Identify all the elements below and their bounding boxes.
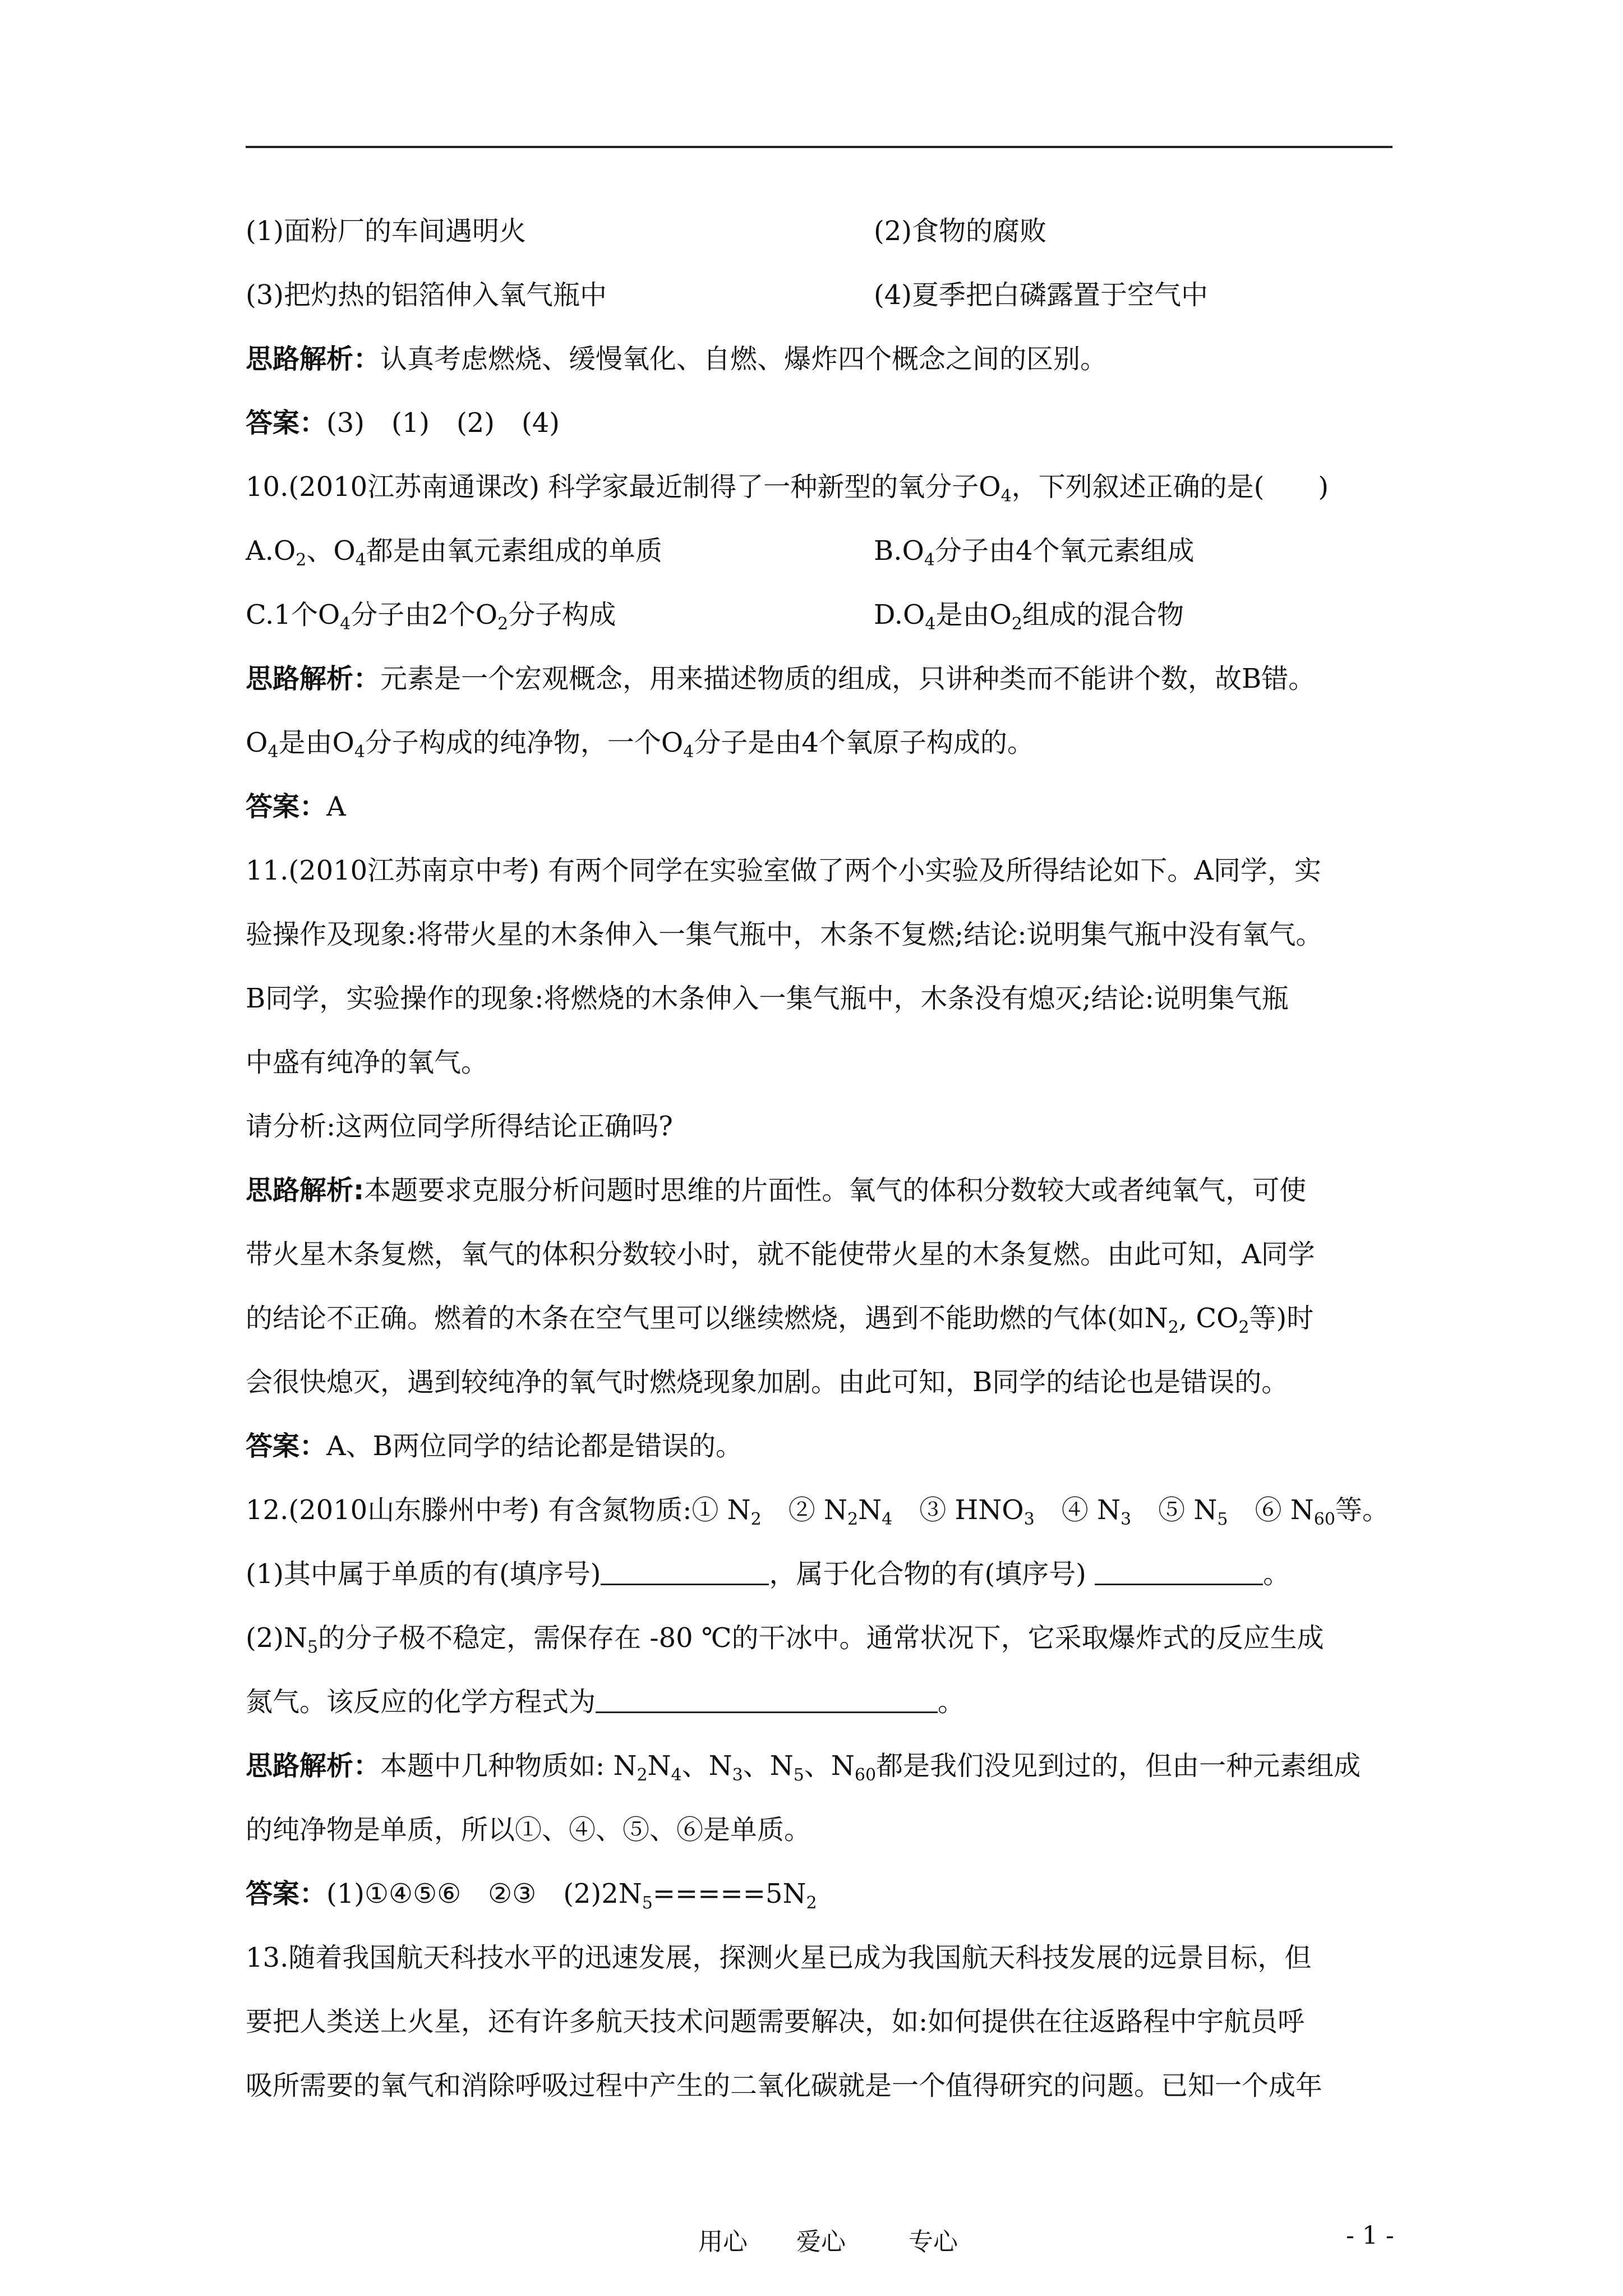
text: 都是我们没见到过的，但由一种元素组成 xyxy=(876,1750,1361,1782)
q12-stem xyxy=(246,1478,1401,1542)
text: (2)N xyxy=(246,1622,307,1654)
text: 12.(2010山东滕州中考) 有含氮物质:① N xyxy=(246,1494,751,1526)
q11-line-2: 验操作及现象:将带火星的木条伸入一集气瓶中，木条不复燃;结论:说明集气瓶中没有氧气。 xyxy=(246,919,1323,950)
q10-option-b xyxy=(874,519,1195,583)
q9-options-row-2 xyxy=(246,263,1401,327)
text: ③ HNO xyxy=(892,1494,1024,1526)
page-content xyxy=(246,199,1401,2118)
text: 分子构成 xyxy=(508,599,616,631)
analysis-label: 思路解析： xyxy=(246,343,381,375)
subscript: 3 xyxy=(1023,1510,1035,1529)
subscript: 4 xyxy=(882,1510,893,1529)
q9-analysis xyxy=(246,327,1401,391)
text: ，属于化合物的有(填序号) xyxy=(769,1558,1095,1590)
footer-word-1: 用心 xyxy=(698,2228,748,2256)
text: 是由O xyxy=(278,727,354,758)
text: 、N xyxy=(804,1750,855,1782)
q13-line-3: 吸所需要的氧气和消除呼吸过程中产生的二氧化碳就是一个值得研究的问题。已知一个成年 xyxy=(246,2070,1323,2101)
subscript: 5 xyxy=(307,1637,319,1657)
answer-label: 答案： xyxy=(246,1430,327,1462)
subscript: 2 xyxy=(296,550,307,570)
q11-answer xyxy=(246,1414,1401,1478)
subscript: 4 xyxy=(925,614,936,634)
subscript: 3 xyxy=(1121,1510,1132,1529)
q11-analysis-3 xyxy=(246,1286,1401,1350)
subscript: 4 xyxy=(355,550,366,570)
q10-stem-text: 10.(2010江苏南通课改) 科学家最近制得了一种新型的氧分子O xyxy=(246,471,1001,503)
text: N xyxy=(858,1494,882,1526)
analysis-label: 思路解析: xyxy=(246,1175,365,1206)
text: 。 xyxy=(938,1686,965,1718)
text: 的结论不正确。燃着的木条在空气里可以继续燃烧，遇到不能助燃的气体(如N xyxy=(246,1303,1168,1334)
subscript: 4 xyxy=(354,742,365,762)
q10-options-row-2 xyxy=(246,583,1401,647)
text: 本题中几种物质如: N xyxy=(380,1750,637,1782)
text: 的分子极不稳定，需保存在 -80 ℃的干冰中。通常状况下，它采取爆炸式的反应生成 xyxy=(318,1622,1324,1654)
q10-stem xyxy=(246,455,1401,519)
text: O xyxy=(246,727,268,758)
text: 等)时 xyxy=(1249,1303,1314,1334)
q11-answer-text: A、B两位同学的结论都是错误的。 xyxy=(326,1430,743,1462)
text: C.1个O xyxy=(246,599,340,631)
answer-blank[interactable] xyxy=(596,1689,938,1713)
text: 分子由4个氧元素组成 xyxy=(934,535,1195,567)
subscript: 4 xyxy=(1000,486,1012,506)
q9-answer xyxy=(246,391,1401,455)
q10-option-a xyxy=(246,535,662,570)
text: 本题要求克服分析问题时思维的片面性。氧气的体积分数较大或者纯氧气，可使 xyxy=(364,1175,1307,1206)
q10-option-d xyxy=(874,583,1184,647)
q9-option-2: (2)食物的腐败 xyxy=(874,215,1046,247)
text: (1)①④⑤⑥ ②③ (2)2N xyxy=(326,1878,642,1910)
q10-analysis-2 xyxy=(246,711,1401,775)
text: 氮气。该反应的化学方程式为 xyxy=(246,1686,596,1718)
q11-line-5: 请分析:这两位同学所得结论正确吗? xyxy=(246,1111,673,1142)
subscript: 2 xyxy=(750,1510,762,1529)
subscript: 2 xyxy=(637,1765,648,1785)
text: 、N xyxy=(681,1750,732,1782)
text: 组成的混合物 xyxy=(1022,599,1184,631)
text: 分子由2个O xyxy=(351,599,498,631)
analysis-label: 思路解析： xyxy=(246,1750,381,1782)
q13-line-1: 13.随着我国航天科技水平的迅速发展，探测火星已成为我国航天科技发展的远景目标，但 xyxy=(246,1942,1312,1973)
q11-line-1: 11.(2010江苏南京中考) 有两个同学在实验室做了两个小实验及所得结论如下。A同学，实 xyxy=(246,855,1321,886)
q11-line-4: 中盛有纯净的氧气。 xyxy=(246,1047,488,1078)
q9-options-row-1 xyxy=(246,199,1401,263)
q9-option-1: (1)面粉厂的车间遇明火 xyxy=(246,215,526,247)
q9-option-3: (3)把灼热的铝箔伸入氧气瓶中 xyxy=(246,279,607,311)
text: N xyxy=(647,1750,671,1782)
subscript: 2 xyxy=(1238,1318,1249,1337)
q13-line-2: 要把人类送上火星，还有许多航天技术问题需要解决，如:如何提供在往返路程中宇航员呼 xyxy=(246,2006,1305,2037)
answer-label: 答案： xyxy=(246,407,327,439)
q10-analysis-1 xyxy=(246,647,1401,711)
subscript: 4 xyxy=(268,742,279,762)
text: 分子构成的纯净物，一个O xyxy=(365,727,684,758)
text: 是由O xyxy=(935,599,1012,631)
subscript: 4 xyxy=(340,614,351,634)
q10-option-c xyxy=(246,599,616,634)
text: 。 xyxy=(1263,1558,1290,1590)
text: 都是由氧元素组成的单质 xyxy=(366,535,662,567)
q11-analysis-2: 带火星木条复燃，氧气的体积分数较小时，就不能使带火星的木条复燃。由此可知，A同学 xyxy=(246,1239,1315,1270)
q12-analysis-1 xyxy=(246,1734,1401,1798)
header-rule xyxy=(246,146,1393,148)
text: 等。 xyxy=(1335,1494,1389,1526)
text: =====5N xyxy=(652,1878,806,1910)
subscript: 2 xyxy=(847,1510,859,1529)
subscript: 2 xyxy=(1168,1318,1179,1337)
q12-answer xyxy=(246,1862,1401,1926)
text: A.O xyxy=(246,535,296,567)
subscript: 60 xyxy=(1313,1510,1335,1529)
subscript: 5 xyxy=(1217,1510,1228,1529)
subscript: 4 xyxy=(683,742,694,762)
q10-analysis-text: 元素是一个宏观概念，用来描述物质的组成，只讲种类而不能讲个数，故B错。 xyxy=(380,663,1316,694)
q12-analysis-2: 的纯净物是单质，所以①、④、⑤、⑥是单质。 xyxy=(246,1814,811,1846)
analysis-label: 思路解析： xyxy=(246,663,381,694)
text: ② N xyxy=(761,1494,847,1526)
text: ⑥ N xyxy=(1228,1494,1314,1526)
subscript: 60 xyxy=(854,1765,877,1785)
subscript: 5 xyxy=(793,1765,804,1785)
q9-option-4: (4)夏季把白磷露置于空气中 xyxy=(874,279,1208,311)
q12-part-1 xyxy=(246,1542,1401,1606)
text: B.O xyxy=(874,535,924,567)
q11-analysis-4: 会很快熄灭，遇到较纯净的氧气时燃烧现象加剧。由此可知，B同学的结论也是错误的。 xyxy=(246,1366,1289,1398)
text: D.O xyxy=(874,599,925,631)
q12-part-2b xyxy=(246,1670,1401,1734)
answer-blank[interactable] xyxy=(1095,1561,1263,1585)
text: (1)其中属于单质的有(填序号) xyxy=(246,1558,601,1590)
subscript: 3 xyxy=(732,1765,743,1785)
text: , CO xyxy=(1178,1303,1239,1334)
q12-part-2a xyxy=(246,1606,1401,1670)
subscript: 2 xyxy=(806,1893,817,1913)
footer-word-2: 爱心 xyxy=(796,2228,846,2256)
subscript: 4 xyxy=(924,550,935,570)
answer-label: 答案： xyxy=(246,1878,327,1910)
q10-answer xyxy=(246,775,1401,839)
subscript: 4 xyxy=(671,1765,682,1785)
q9-answer-text: (3) (1) (2) (4) xyxy=(326,407,560,439)
answer-label: 答案： xyxy=(246,791,327,822)
q10-answer-text: A xyxy=(326,791,346,822)
subscript: 5 xyxy=(642,1893,653,1913)
text: 、N xyxy=(743,1750,794,1782)
text: ④ N xyxy=(1034,1494,1121,1526)
q10-stem-text-2: ，下列叙述正确的是( ) xyxy=(1011,471,1329,503)
text: 分子是由4个氧原子构成的。 xyxy=(694,727,1034,758)
subscript: 2 xyxy=(1011,614,1022,634)
q11-line-3: B同学，实验操作的现象:将燃烧的木条伸入一集气瓶中，木条没有熄灭;结论:说明集气瓶 xyxy=(246,983,1289,1014)
answer-blank[interactable] xyxy=(601,1561,769,1585)
text: ⑤ N xyxy=(1131,1494,1218,1526)
q10-options-row-1 xyxy=(246,519,1401,583)
q11-analysis-1 xyxy=(246,1158,1401,1222)
page-number: - 1 - xyxy=(1346,2221,1394,2250)
text: 、O xyxy=(306,535,356,567)
subscript: 2 xyxy=(497,614,509,634)
footer-word-3: 专心 xyxy=(909,2228,958,2256)
q9-analysis-text: 认真考虑燃烧、缓慢氧化、自燃、爆炸四个概念之间的区别。 xyxy=(380,343,1108,375)
